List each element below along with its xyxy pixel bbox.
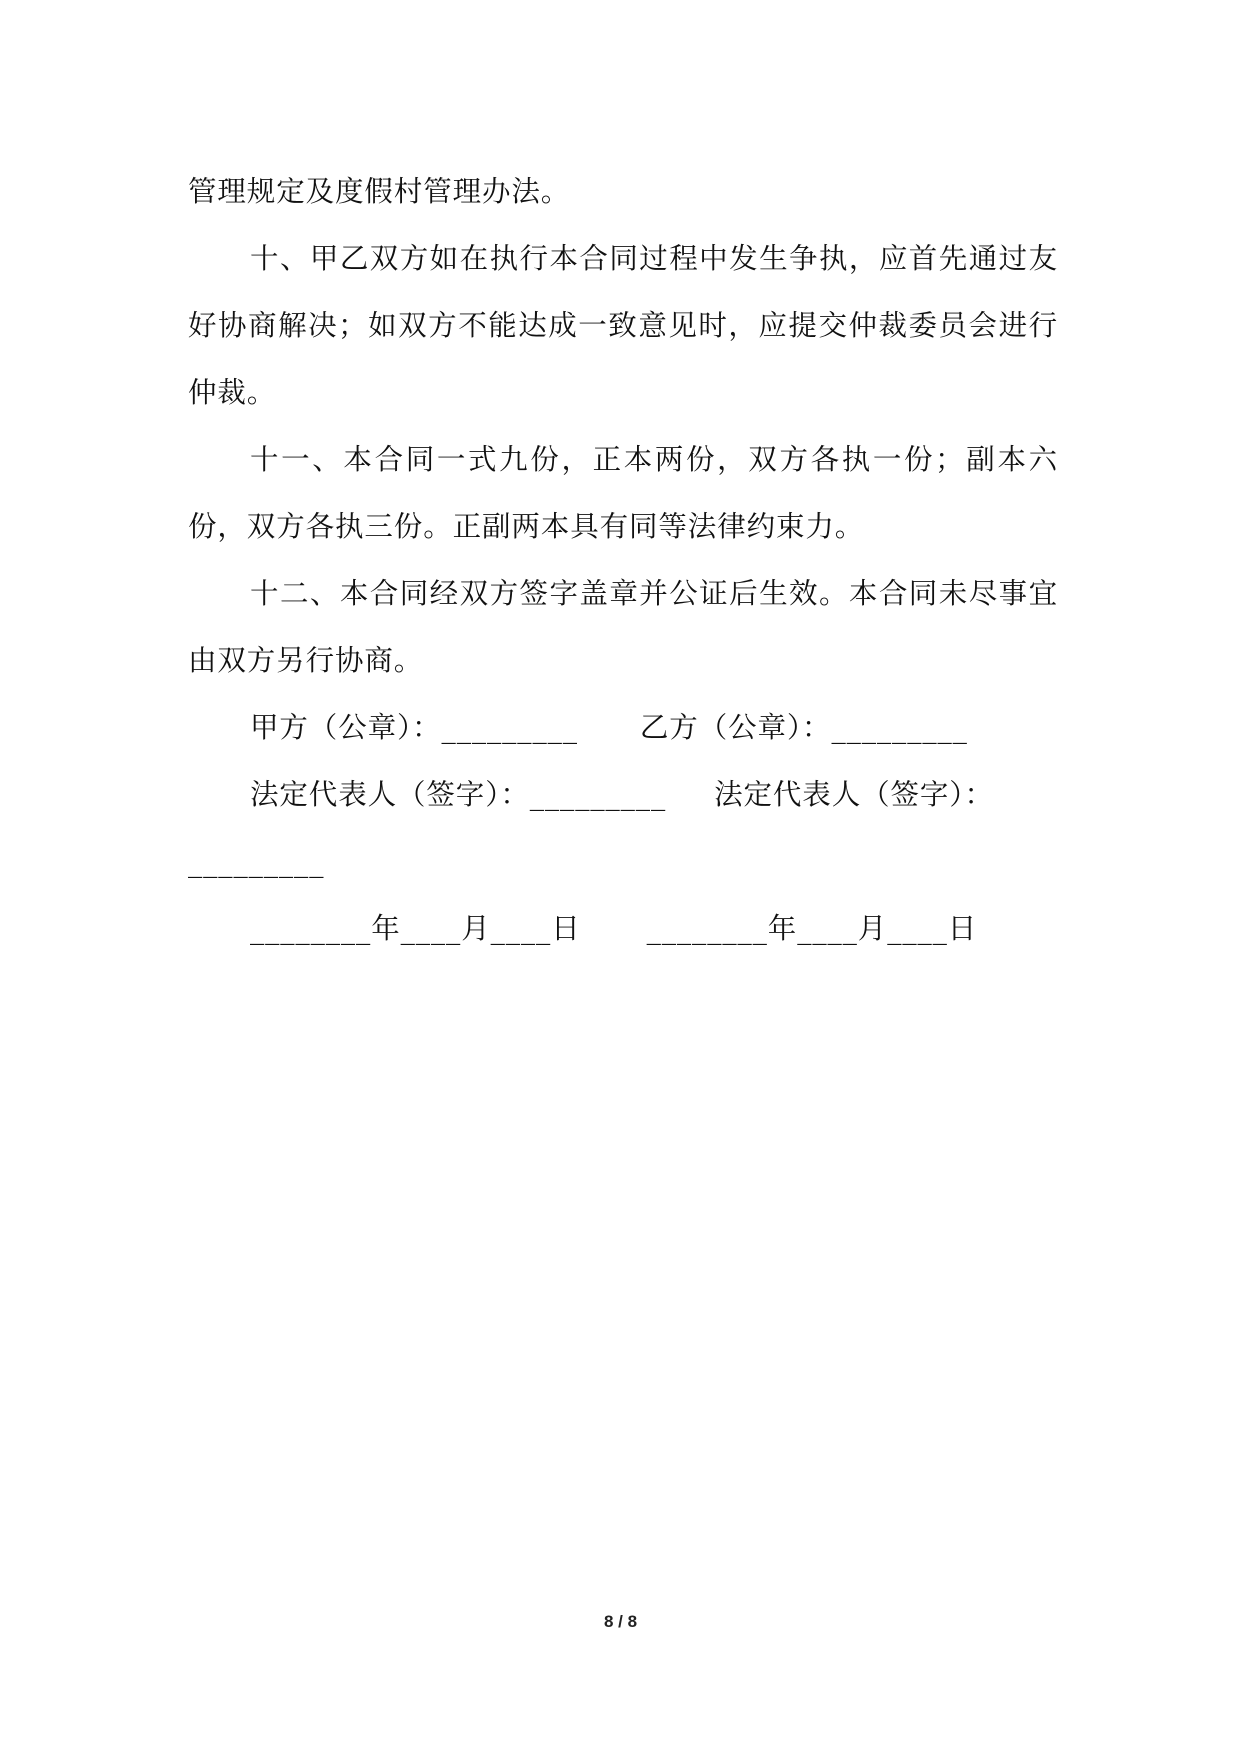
continuation-paragraph: 管理规定及度假村管理办法。 [188, 175, 571, 208]
seal-line [188, 694, 1058, 761]
date-line [188, 895, 1058, 962]
representative-line [188, 761, 1058, 828]
clause-10: 十、甲乙双方如在执行本合同过程中发生争执，应首先通过友好协商解决；如双方不能达成一致意见时，应提交仲裁委员会进行仲裁。 [188, 242, 1058, 409]
party-a-representative: 法定代表人（签字）：_________ [250, 778, 667, 811]
party-a-date: ________年____月____日 [250, 912, 581, 945]
document-body [188, 158, 1058, 962]
clause-11: 十一、本合同一式九份，正本两份，双方各执一份；副本六份，双方各执三份。正副两本具有同等法律约束力。 [188, 443, 1058, 543]
party-b-representative-blank: _________ [188, 845, 325, 878]
party-a-seal: 甲方（公章）：_________ [250, 711, 578, 744]
party-b-representative: 法定代表人（签字）： [714, 778, 994, 811]
party-b-date: ________年____月____日 [646, 912, 978, 945]
clause-12: 十二、本合同经双方签字盖章并公证后生效。本合同未尽事宜由双方另行协商。 [188, 577, 1058, 677]
party-b-seal: 乙方（公章）：_________ [639, 711, 968, 744]
page-number: 8 / 8 [603, 1612, 638, 1631]
